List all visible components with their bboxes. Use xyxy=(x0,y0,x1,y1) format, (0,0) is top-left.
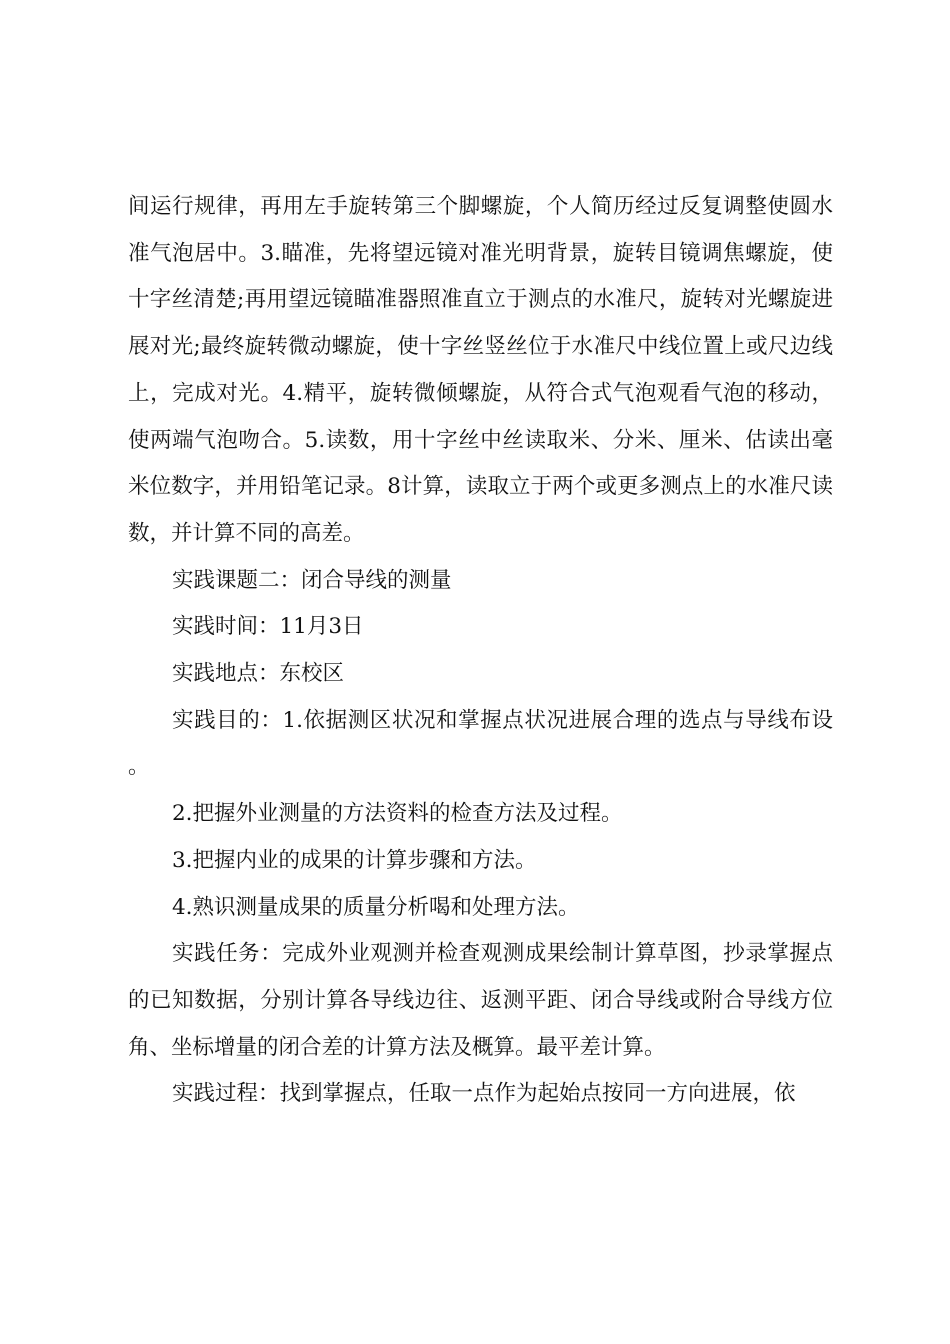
paragraph-practice-process: 实践过程：找到掌握点，任取一点作为起始点按同一方向进展，依 xyxy=(172,1081,796,1107)
paragraph-practice-location: 实践地点：东校区 xyxy=(172,661,345,687)
paragraph-goal-item-4: 4.熟识测量成果的质量分析喝和处理方法。 xyxy=(172,894,580,920)
paragraph-leveling-steps: 间运行规律，再用左手旋转第三个脚螺旋，个人简历经过反复调整使圆水准气泡居中。3.瞄准，先将望远镜对准光明背景，旋转目镜调焦螺旋，使十字丝清楚;再用望远镜瞄准器照准直立于测点的水准尺，旋转对光螺旋进展对光;最终旋转微动螺旋，使十字丝竖丝位于水准尺中线位置上或尺边线上，完成对光。4.精平，旋转微倾螺旋，从符合式气泡观看气泡的移动，使两端气泡吻合。5.读数，用十字丝中丝读取米、分米、厘米、估读出毫米位数字，并用铅笔记录。8计算，读取立于两个或更多测点上的水准尺读数，并计算不同的高差。 xyxy=(128,194,833,546)
paragraph-goal-item-3: 3.把握内业的成果的计算步骤和方法。 xyxy=(172,847,537,873)
paragraph-topic-title: 实践课题二：闭合导线的测量 xyxy=(172,567,452,593)
paragraph-practice-time: 实践时间：11月3日 xyxy=(172,614,364,640)
paragraph-practice-task: 实践任务：完成外业观测并检查观测成果绘制计算草图，抄录掌握点的已知数据，分别计算各导线边往、返测平距、闭合导线或附合导线方位角、坐标增量的闭合差的计算方法及概算。最平差计算。 xyxy=(128,941,833,1060)
paragraph-practice-goal: 实践目的：1.依据测区状况和掌握点状况进展合理的选点与导线布设。 xyxy=(128,707,833,780)
document-body xyxy=(128,184,833,1118)
paragraph-goal-item-2: 2.把握外业测量的方法资料的检查方法及过程。 xyxy=(172,801,623,827)
